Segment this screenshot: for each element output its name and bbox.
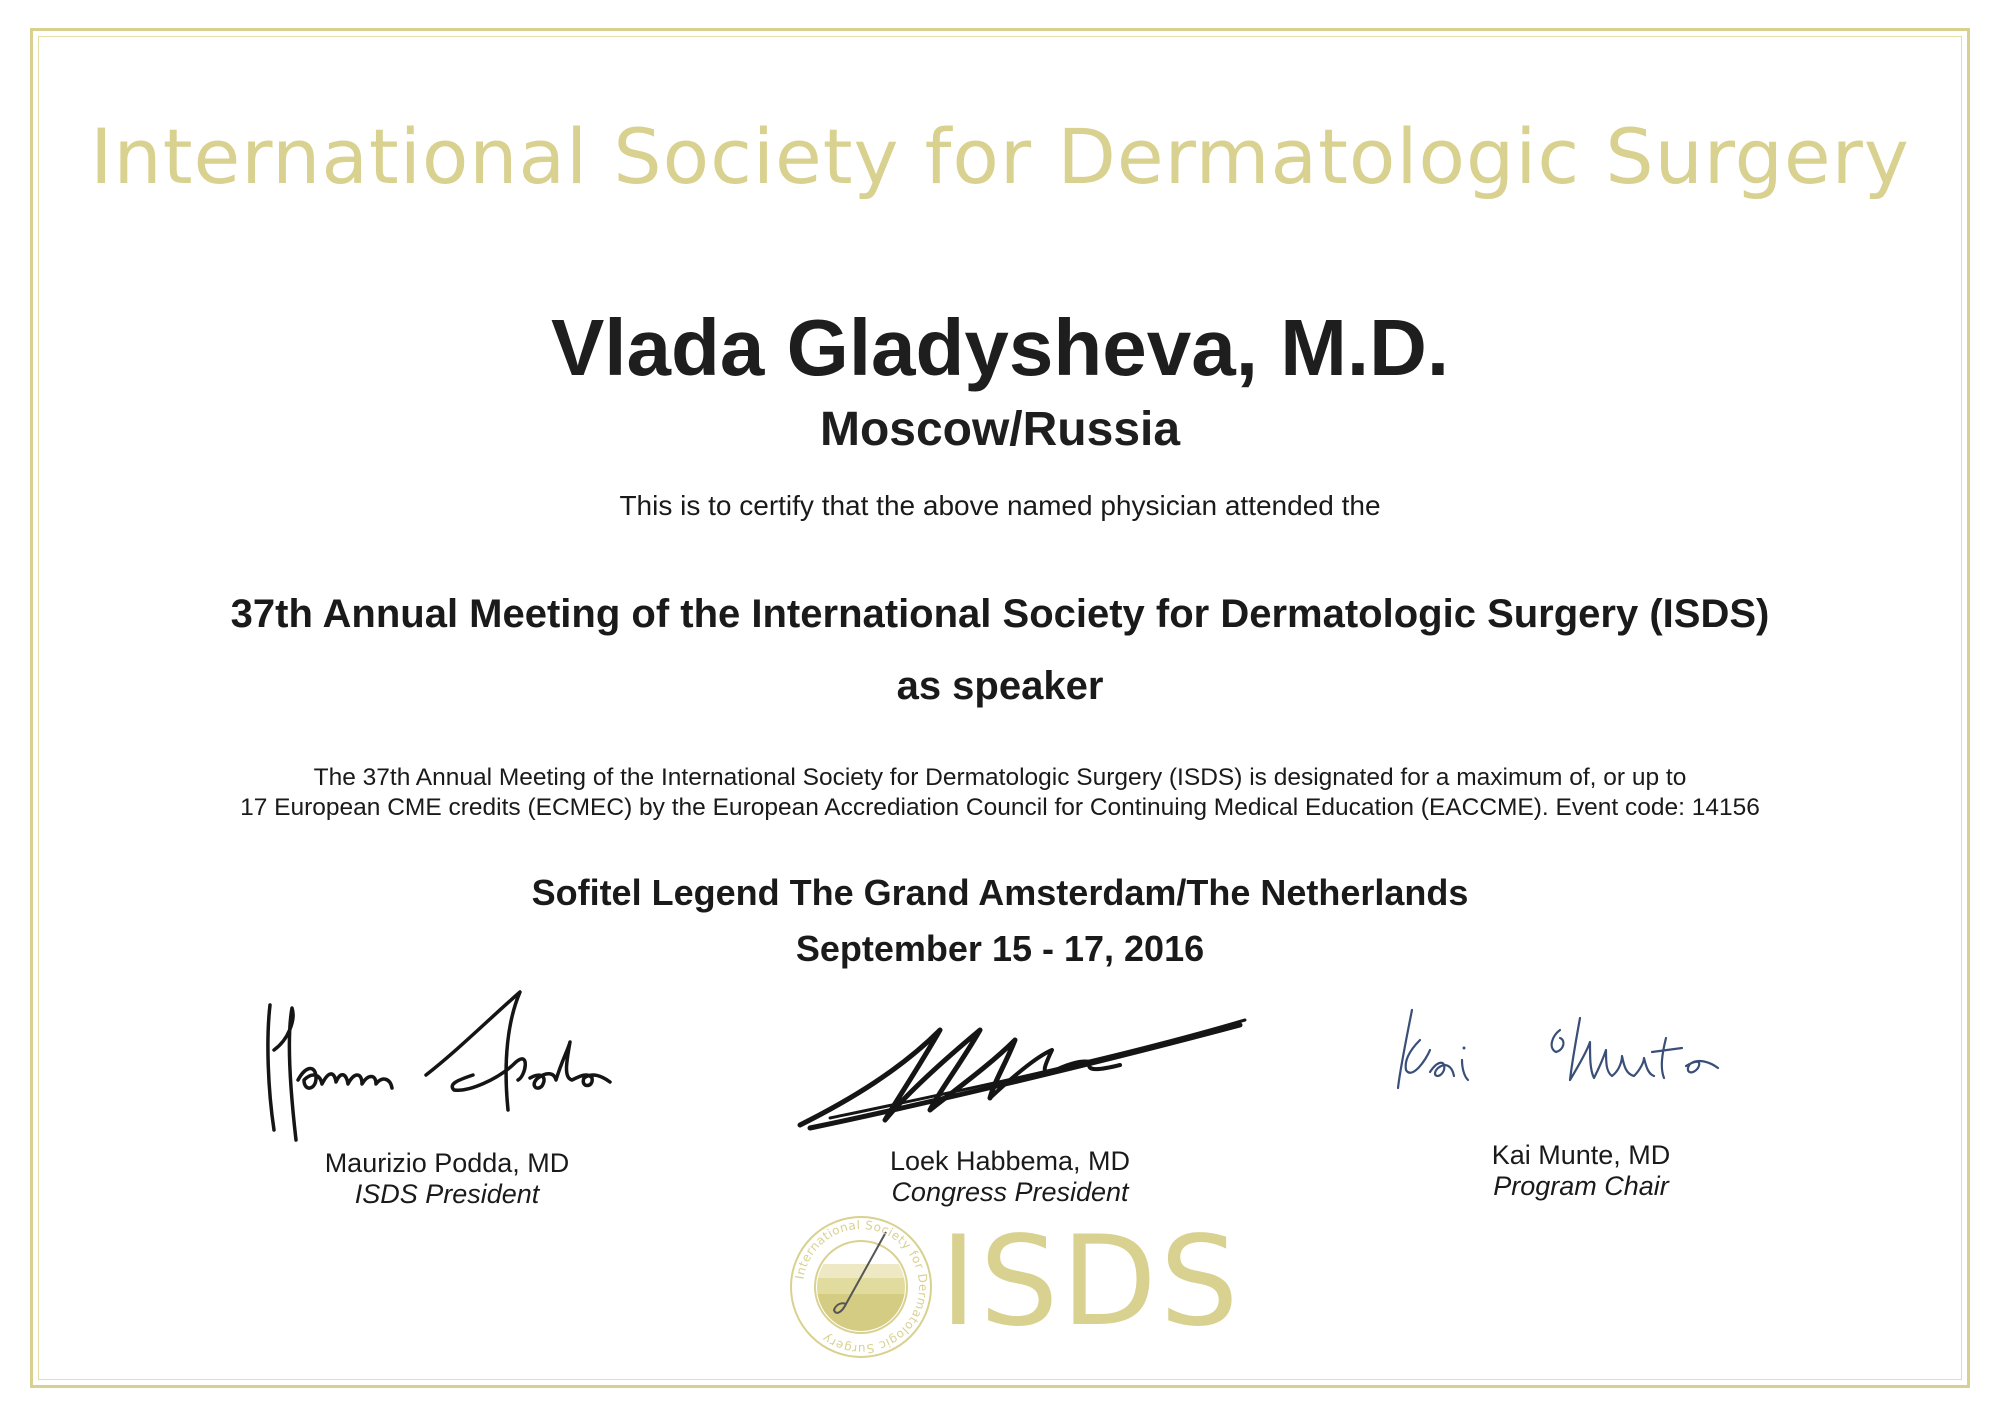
accreditation-line-1: The 37th Annual Meeting of the International Society for Dermatologic Surgery (ISDS) is designated for a maximum of, or up to	[313, 764, 1687, 791]
svg-text:International Society for Derm: International Society for Dermatologic Surgery	[792, 1217, 931, 1357]
meeting-title: 37th Annual Meeting of the International Society for Dermatologic Surgery (ISDS)	[230, 592, 1770, 636]
recipient-location: Moscow/Russia	[819, 403, 1181, 456]
signature-habbema-icon	[790, 1010, 1260, 1140]
isds-seal-icon	[786, 1212, 936, 1362]
signer-name: Maurizio Podda, MD	[324, 1148, 570, 1178]
isds-logo	[786, 1210, 1242, 1360]
accreditation-line-2: 17 European CME credits (ECMEC) by the European Accrediation Council for Continuing Medical Education (EACCME). Event code: 14156	[240, 794, 1760, 821]
dates-line: September 15 - 17, 2016	[795, 928, 1205, 969]
signer-podda	[197, 1148, 697, 1210]
venue-line: Sofitel Legend The Grand Amsterdam/The Netherlands	[531, 872, 1469, 913]
isds-wordmark: ISDS	[940, 1210, 1242, 1354]
signer-role: ISDS President	[354, 1179, 540, 1209]
role-line: as speaker	[896, 664, 1104, 708]
signer-role: Program Chair	[1493, 1171, 1669, 1201]
signer-name: Kai Munte, MD	[1491, 1140, 1671, 1170]
recipient-name: Vlada Gladysheva, M.D.	[550, 303, 1450, 392]
certify-line: This is to certify that the above named physician attended the	[619, 490, 1381, 521]
signer-name: Loek Habbema, MD	[889, 1146, 1131, 1176]
signer-role: Congress President	[891, 1177, 1129, 1207]
signature-munte-icon	[1390, 1000, 1750, 1110]
signer-munte	[1331, 1140, 1831, 1202]
society-title: International Society for Dermatologic Surgery	[90, 112, 1910, 201]
signer-habbema	[760, 1146, 1260, 1208]
signature-podda-icon	[258, 980, 628, 1160]
